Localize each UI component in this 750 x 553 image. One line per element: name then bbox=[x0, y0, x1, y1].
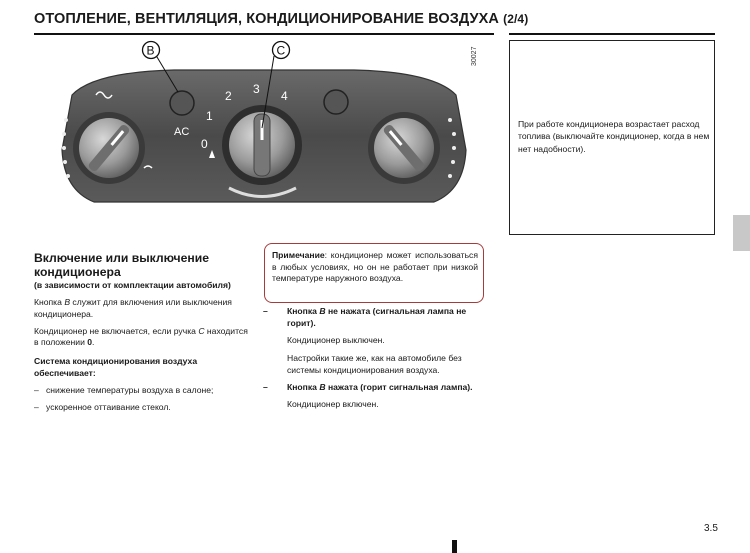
system-heading: Система кондиционирования воздуха обеспечивает: bbox=[34, 356, 198, 378]
section-subheading: (в зависимости от комплектации автомобиля) bbox=[34, 280, 231, 290]
right-column bbox=[263, 306, 485, 411]
fan-speed-2: 2 bbox=[225, 89, 232, 103]
side-note-box bbox=[509, 40, 715, 235]
paragraph-button-b: Кнопка B служит для включения или выключения кондиционера. bbox=[34, 297, 232, 319]
callout-b-letter: B bbox=[146, 43, 155, 58]
fan-speed-1: 1 bbox=[206, 109, 213, 123]
page-title-text: ОТОПЛЕНИЕ, ВЕНТИЛЯЦИЯ, КОНДИЦИОНИРОВАНИЕ ВОЗДУХА bbox=[34, 11, 499, 27]
air-distribution-knob bbox=[368, 112, 440, 184]
page-edge-tab bbox=[733, 215, 750, 251]
recirculation-button bbox=[324, 90, 348, 114]
temperature-knob bbox=[73, 112, 145, 184]
ac-button bbox=[170, 91, 194, 115]
case1-settings: Настройки такие же, как на автомобиле без системы кондиционирования воздуха. bbox=[287, 353, 462, 376]
page-title bbox=[34, 11, 528, 27]
left-column bbox=[34, 251, 249, 414]
crop-mark bbox=[452, 540, 457, 553]
figure-ref-code: 30027 bbox=[471, 46, 478, 66]
fan-speed-3: 3 bbox=[253, 82, 260, 96]
title-rule bbox=[34, 33, 494, 35]
section-heading: Включение или выключение кондиционера bbox=[34, 251, 210, 279]
fan-speed-4: 4 bbox=[281, 89, 288, 103]
case-button-pressed: – Кнопка B нажата (горит сигнальная лампа). bbox=[263, 381, 473, 392]
remark-text: Примечание: кондиционер может использоваться в любых условиях, но он не работает при низкой температуре наружного воздуха. bbox=[272, 250, 478, 283]
page-title-part: (2/4) bbox=[503, 12, 529, 26]
case1-status: Кондиционер выключен. bbox=[287, 334, 385, 345]
side-note-text: При работе кондиционера возрастает расход топлива (выключайте кондиционер, когда в нем нет надобности). bbox=[518, 119, 710, 154]
callout-c-letter: C bbox=[276, 43, 286, 58]
case2-status: Кондиционер включен. bbox=[287, 398, 379, 409]
climate-control-panel-illustration bbox=[34, 40, 494, 235]
list-item: – ускоренное оттаивание стекол. bbox=[34, 401, 171, 412]
remark-box bbox=[264, 243, 484, 303]
page-number: 3.5 bbox=[704, 523, 718, 534]
fan-speed-0: 0 bbox=[201, 137, 208, 151]
side-rule bbox=[509, 33, 715, 35]
list-item: – снижение температуры воздуха в салоне; bbox=[34, 385, 214, 396]
case-button-not-pressed: – Кнопка B не нажата (сигнальная лампа не горит). bbox=[263, 306, 467, 328]
paragraph-knob-c: Кондиционер не включается, если ручка C находится в положении 0. bbox=[34, 325, 248, 348]
ac-label: AC bbox=[174, 126, 190, 138]
